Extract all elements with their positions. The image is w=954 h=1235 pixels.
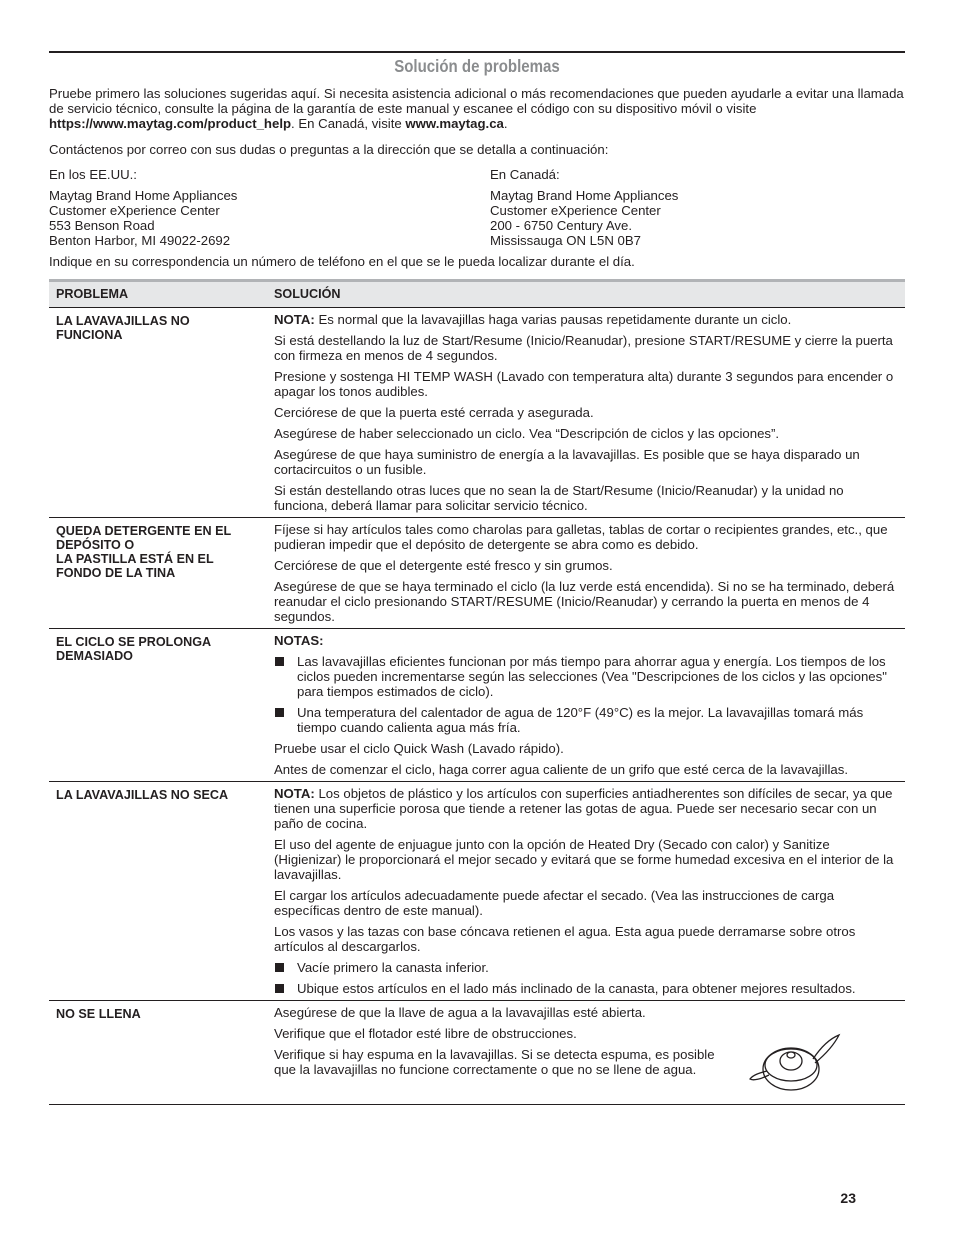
address-canada-line: Mississauga ON L5N 0B7: [490, 233, 641, 248]
problem-label: LA LAVAVAJILLAS NO FUNCIONA: [56, 314, 190, 342]
solution-item: [274, 483, 900, 513]
intro-text-a: Pruebe primero las soluciones sugeridas aquí. Si necesita asistencia adicional o más recomendaciones que pueden ayudarle a evitar una llamada de servicio técnico, consulte la página de la garantía de este manual y escanee el código con su dispositivo móvil o visite: [49, 86, 904, 116]
solution-cell: [274, 1001, 900, 1104]
solution-item: [274, 447, 900, 477]
solution-item: [274, 741, 900, 756]
column-header-problem: PROBLEMA: [56, 287, 129, 301]
solution-bullet-item: [274, 960, 900, 975]
solution-item: [274, 633, 900, 648]
address-us-heading: En los EE.UU.:: [49, 167, 137, 182]
solution-text: Los objetos de plástico y los artículos con superficies antiadherentes son difíciles de secar, ya que tienen una superficie porosa que tiende a retener las gotas de agua. Puede ser necesario secar con un paño de cocina.: [274, 786, 893, 831]
address-us-line: Customer eXperience Center: [49, 203, 220, 218]
solution-item: [274, 426, 900, 441]
solution-text: Fíjese si hay artículos tales como charolas para galletas, tablas de cortar o recipientes grandes, etc., que pudieran impedir que el depósito de detergente se abra como es debido.: [274, 522, 888, 552]
solution-text: Vacíe primero la canasta inferior.: [297, 960, 489, 975]
problem-label: LA LAVAVAJILLAS NO SECA: [56, 788, 229, 802]
address-canada-heading: En Canadá:: [490, 167, 560, 182]
address-canada-line: 200 - 6750 Century Ave.: [490, 218, 632, 233]
table-row: [49, 629, 905, 782]
solution-item: [274, 405, 900, 420]
address-us-line: Maytag Brand Home Appliances: [49, 188, 238, 203]
solution-text: Las lavavajillas eficientes funcionan por más tiempo para ahorrar agua y energía. Los tiempos de los ciclos pueden incrementarse según las selecciones (Vea "Descripciones de los ciclos y las opciones" para tiempos estimados de ciclo).: [297, 654, 887, 699]
solution-with-icon: [274, 1047, 900, 1100]
help-url-link[interactable]: https://www.maytag.com/product_help: [49, 116, 292, 131]
solution-item: [274, 924, 900, 954]
solution-item: [274, 888, 900, 918]
solution-text: Pruebe usar el ciclo Quick Wash (Lavado rápido).: [274, 741, 564, 756]
solution-item: [274, 1005, 900, 1020]
solution-text: Asegúrese de que la llave de agua a la lavavajillas esté abierta.: [274, 1005, 646, 1020]
solution-item: [274, 333, 900, 363]
solution-item: [274, 786, 900, 831]
solution-text: Verifique que el flotador esté libre de obstrucciones.: [274, 1026, 577, 1041]
solution-text: Presione y sostenga HI TEMP WASH (Lavado con temperatura alta) durante 3 segundos para encender o apagar los tonos audibles.: [274, 369, 894, 399]
solution-text: Los vasos y las tazas con base cóncava retienen el agua. Esta agua puede derramarse sobre otros artículos al descargarlos.: [274, 924, 856, 954]
canada-url-link[interactable]: www.maytag.ca: [405, 116, 504, 131]
solution-text: Asegúrese de que se haya terminado el ciclo (la luz verde está encendida). Si no se ha terminado, deberá reanudar el ciclo presionando START/RESUME (Inicio/Reanudar) y cerrando la puerta en menos de 4 segundos.: [274, 579, 895, 624]
solution-item: [274, 312, 900, 327]
solution-item: [274, 1047, 729, 1077]
problem-cell: [56, 788, 256, 802]
solution-text: Ubique estos artículos en el lado más inclinado de la canasta, para obtener mejores resultados.: [297, 981, 856, 996]
table-row: [49, 782, 905, 1001]
solution-cell: [274, 518, 900, 628]
page-number: 23: [840, 1190, 856, 1206]
solution-text: Cerciórese de que la puerta esté cerrada y asegurada.: [274, 405, 594, 420]
table-row: [49, 1001, 905, 1105]
solution-bullet-item: [274, 654, 900, 699]
solution-text: El uso del agente de enjuague junto con la opción de Heated Dry (Secado con calor) y Sanitize (Higienizar) le proporcionará el mejor secado y evitará que se forme humedad excesiva en el interior de la lavavajillas.: [274, 837, 894, 882]
intro-text-c: .: [503, 116, 508, 131]
problem-cell: [56, 635, 256, 663]
address-us: [49, 167, 469, 248]
solution-text: Una temperatura del calentador de agua de 120°F (49°C) es la mejor. La lavavajillas tomará más tiempo cuando calienta agua más fría.: [297, 705, 864, 735]
problem-label: EL CICLO SE PROLONGA DEMASIADO: [56, 635, 211, 663]
contact-text: Contáctenos por correo con sus dudas o preguntas a la dirección que se detalla a continuación:: [49, 142, 609, 157]
address-us-line: 553 Benson Road: [49, 218, 155, 233]
solution-item: [274, 558, 900, 573]
top-rule: [49, 51, 905, 53]
intro-paragraph: [49, 86, 905, 131]
address-us-line: Benton Harbor, MI 49022-2692: [49, 233, 231, 248]
float-icon: [749, 1033, 841, 1100]
phone-note: Indique en su correspondencia un número de teléfono en el que se le pueda localizar durante el día.: [49, 254, 635, 269]
note-label: NOTA:: [274, 786, 315, 801]
solution-cell: [274, 308, 900, 517]
address-canada-line: Customer eXperience Center: [490, 203, 661, 218]
solution-item: [274, 522, 900, 552]
solution-text: El cargar los artículos adecuadamente puede afectar el secado. (Vea las instrucciones de carga específicas dentro de este manual).: [274, 888, 835, 918]
problem-cell: [56, 1007, 256, 1021]
solution-text: Es normal que la lavavajillas haga varias pausas repetidamente durante un ciclo.: [314, 312, 792, 327]
table-header: [49, 279, 905, 308]
problem-cell: [56, 314, 256, 342]
solution-text: Si está destellando la luz de Start/Resume (Inicio/Reanudar), presione START/RESUME y cierre la puerta con firmeza en menos de 4 segundos.: [274, 333, 893, 363]
solution-text: Asegúrese de que haya suministro de energía a la lavavajillas. Es posible que se haya disparado un cortacircuitos o un fusible.: [274, 447, 860, 477]
solution-item: [274, 762, 900, 777]
problem-label: QUEDA DETERGENTE EN EL DEPÓSITO O: [56, 524, 231, 552]
page-title: Solución de problemas: [394, 56, 560, 76]
troubleshooting-table: [49, 279, 905, 1105]
problem-label: LA PASTILLA ESTÁ EN EL FONDO DE LA TINA: [56, 552, 214, 580]
table-row: [49, 308, 905, 518]
table-row: [49, 518, 905, 629]
solution-item: [274, 837, 900, 882]
solution-text: Asegúrese de haber seleccionado un ciclo. Vea “Descripción de ciclos y las opciones”.: [274, 426, 780, 441]
column-header-solution: SOLUCIÓN: [274, 287, 341, 301]
solution-text: Verifique si hay espuma en la lavavajillas. Si se detecta espuma, es posible que la lavavajillas no funcione correctamente o que no se llene de agua.: [274, 1047, 715, 1077]
solution-text: Cerciórese de que el detergente esté fresco y sin grumos.: [274, 558, 613, 573]
address-canada-line: Maytag Brand Home Appliances: [490, 188, 679, 203]
solution-bullet-item: [274, 705, 900, 735]
solution-text: Si están destellando otras luces que no sean la de Start/Resume (Inicio/Reanudar) y la unidad no funciona, deberá llamar para solicitar servicio técnico.: [274, 483, 844, 513]
problem-cell: [56, 524, 256, 580]
problem-label: NO SE LLENA: [56, 1007, 141, 1021]
solution-bullet-item: [274, 981, 900, 996]
note-label: NOTAS:: [274, 633, 324, 648]
table-body: [49, 308, 905, 1105]
solution-item: [274, 369, 900, 399]
solution-cell: [274, 782, 900, 1000]
address-canada: [490, 167, 910, 248]
intro-text-b: . En Canadá, visite: [291, 116, 406, 131]
solution-item: [274, 579, 900, 624]
note-label: NOTA:: [274, 312, 315, 327]
solution-text: Antes de comenzar el ciclo, haga correr agua caliente de un grifo que esté cerca de la lavavajillas.: [274, 762, 848, 777]
solution-cell: [274, 629, 900, 781]
